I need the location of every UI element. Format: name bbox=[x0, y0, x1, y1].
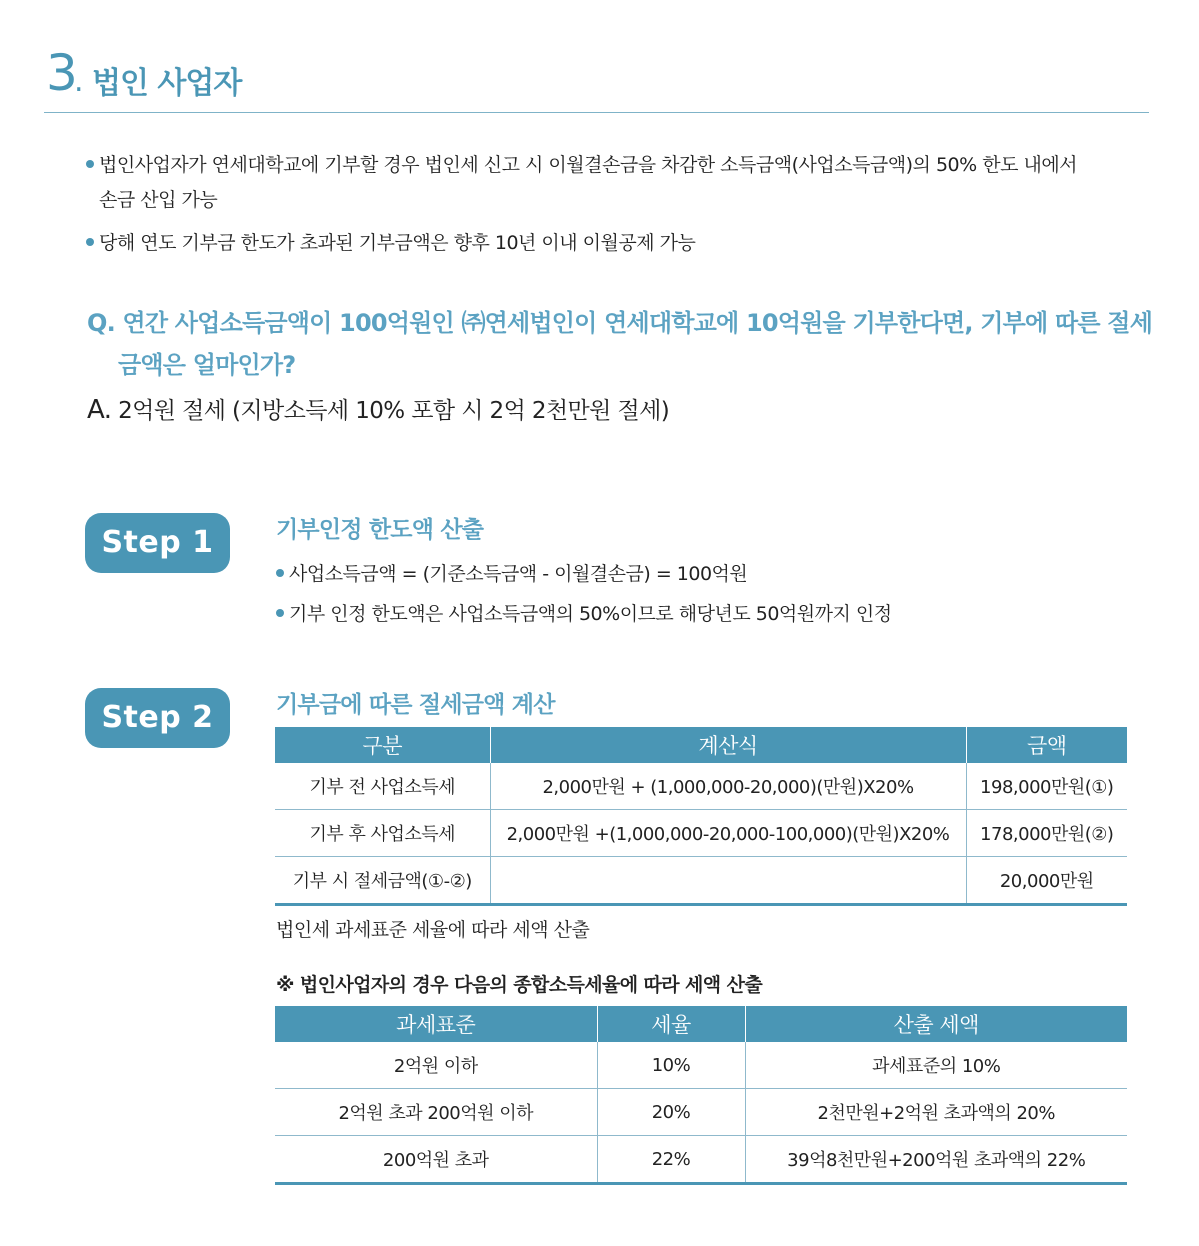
intro-bullet-1-text: 법인사업자가 연세대학교에 기부할 경우 법인세 신고 시 이월결손금을 차감한 소득금액(사업소득금액)의 50% 한도 내에서 bbox=[99, 154, 1078, 176]
cell-formula bbox=[490, 857, 966, 905]
section-title: 법인 사업자 bbox=[92, 66, 242, 101]
answer-prefix: A. bbox=[87, 395, 112, 425]
cell-rate: 22% bbox=[597, 1136, 745, 1184]
step2-title: 기부금에 따른 절세금액 계산 bbox=[276, 692, 555, 718]
cell-amount: 178,000만원(②) bbox=[966, 810, 1127, 857]
intro-bullet-1-continued: 손금 산입 가능 bbox=[99, 189, 218, 211]
intro-bullet-2-text: 당해 연도 기부금 한도가 초과된 기부금액은 향후 10년 이내 이월공제 가능 bbox=[99, 232, 696, 254]
table-row bbox=[275, 810, 1127, 857]
answer bbox=[87, 392, 669, 425]
step1-bullet-2-text: 기부 인정 한도액은 사업소득금액의 50%이므로 해당년도 50억원까지 인정 bbox=[289, 603, 892, 625]
table-row bbox=[275, 1089, 1127, 1136]
cell-computed-tax: 2천만원+2억원 초과액의 20% bbox=[745, 1089, 1127, 1136]
table-note: 법인세 과세표준 세율에 따라 세액 산출 bbox=[276, 919, 590, 941]
cell-amount: 20,000만원 bbox=[966, 857, 1127, 905]
section-divider bbox=[44, 112, 1149, 113]
table-row bbox=[275, 763, 1127, 810]
cell-tax-base: 2억원 이하 bbox=[275, 1042, 597, 1089]
bullet-dot-icon bbox=[276, 569, 284, 577]
table-header-row bbox=[275, 727, 1127, 763]
question-line-1: Q. 연간 사업소득금액이 100억원인 ㈜연세법인이 연세대학교에 10억원을 기부한다면, 기부에 따른 절세 bbox=[87, 309, 1153, 337]
table-header-row bbox=[275, 1006, 1127, 1042]
header-rate: 세율 bbox=[597, 1006, 745, 1042]
step1-badge: Step 1 bbox=[85, 513, 230, 573]
cell-rate: 20% bbox=[597, 1089, 745, 1136]
cell-formula: 2,000만원 +(1,000,000-20,000-100,000)(만원)X20% bbox=[490, 810, 966, 857]
cell-computed-tax: 과세표준의 10% bbox=[745, 1042, 1127, 1089]
header-tax-base: 과세표준 bbox=[275, 1006, 597, 1042]
table-row bbox=[275, 857, 1127, 905]
rate-table-caption: ※ 법인사업자의 경우 다음의 종합소득세율에 따라 세액 산출 bbox=[276, 974, 763, 996]
header-formula: 계산식 bbox=[490, 727, 966, 763]
question-line-2: 금액은 얼마인가? bbox=[118, 351, 296, 379]
step1-title: 기부인정 한도액 산출 bbox=[276, 517, 484, 543]
cell-tax-base: 200억원 초과 bbox=[275, 1136, 597, 1184]
step2-badge: Step 2 bbox=[85, 688, 230, 748]
step1-bullet-1-text: 사업소득금액 = (기준소득금액 - 이월결손금) = 100억원 bbox=[289, 563, 748, 585]
header-computed-tax: 산출 세액 bbox=[745, 1006, 1127, 1042]
table-row bbox=[275, 1136, 1127, 1184]
table-row bbox=[275, 1042, 1127, 1089]
cell-tax-base: 2억원 초과 200억원 이하 bbox=[275, 1089, 597, 1136]
section-number-dot: . bbox=[74, 64, 84, 99]
bullet-dot-icon bbox=[276, 609, 284, 617]
step1-bullet-1 bbox=[276, 559, 747, 586]
cell-category: 기부 시 절세금액(①-②) bbox=[275, 857, 490, 905]
intro-bullet-1 bbox=[86, 150, 1077, 177]
section-number: 3 bbox=[46, 44, 77, 102]
cell-category: 기부 전 사업소득세 bbox=[275, 763, 490, 810]
header-category: 구분 bbox=[275, 727, 490, 763]
cell-computed-tax: 39억8천만원+200억원 초과액의 22% bbox=[745, 1136, 1127, 1184]
cell-category: 기부 후 사업소득세 bbox=[275, 810, 490, 857]
step1-bullet-2 bbox=[276, 599, 892, 626]
cell-formula: 2,000만원 + (1,000,000-20,000)(만원)X20% bbox=[490, 763, 966, 810]
bullet-dot-icon bbox=[86, 238, 94, 246]
cell-rate: 10% bbox=[597, 1042, 745, 1089]
tax-rate-table bbox=[275, 1006, 1127, 1185]
header-amount: 금액 bbox=[966, 727, 1127, 763]
cell-amount: 198,000만원(①) bbox=[966, 763, 1127, 810]
bullet-dot-icon bbox=[86, 160, 94, 168]
tax-saving-table bbox=[275, 727, 1127, 906]
answer-text: 2억원 절세 (지방소득세 10% 포함 시 2억 2천만원 절세) bbox=[118, 398, 670, 424]
intro-bullet-2 bbox=[86, 228, 695, 255]
